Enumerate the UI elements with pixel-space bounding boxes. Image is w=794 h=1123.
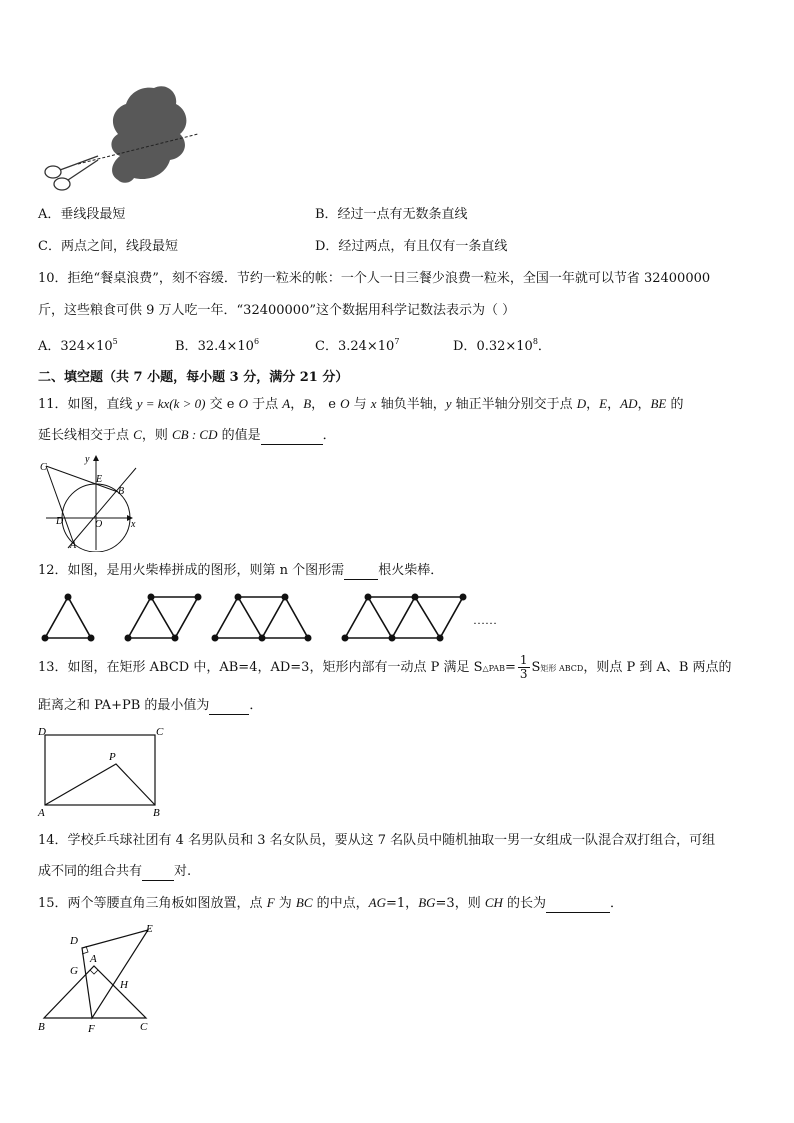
q11-var: AD bbox=[620, 396, 638, 411]
q11-var: x bbox=[370, 396, 377, 411]
q10-d-mantissa: 0.32×10 bbox=[476, 339, 533, 354]
q10-b-label: B． bbox=[175, 339, 198, 354]
label-a: A bbox=[90, 953, 97, 965]
q15-text: =1， bbox=[386, 896, 419, 911]
q11-ratio: CB : CD bbox=[171, 427, 218, 442]
q11-var: B bbox=[303, 396, 312, 411]
q15-var: CH bbox=[484, 895, 503, 910]
q11-var: E bbox=[599, 396, 608, 411]
rectangle-abcd bbox=[45, 735, 155, 805]
q9-option-a: A．垂线段最短 bbox=[38, 207, 126, 222]
q14-line-2 bbox=[38, 863, 191, 881]
q9-option-b: B．经过一点有无数条直线 bbox=[315, 207, 468, 222]
q11-answer-blank bbox=[261, 430, 323, 445]
label-a: A bbox=[38, 807, 45, 819]
q15-var: BC bbox=[295, 895, 313, 910]
q15-text: 的中点， bbox=[312, 896, 369, 911]
q11-text: ， bbox=[637, 397, 651, 412]
q13-text: ，则点 P 到 A、B 两点的 bbox=[583, 660, 732, 675]
label-h: H bbox=[120, 979, 128, 991]
q11-text: 的 bbox=[666, 397, 684, 412]
q11-text: ． bbox=[322, 428, 336, 443]
q15-text: =3，则 bbox=[435, 896, 485, 911]
q14-line-1: 14．学校乒乓球社团有 4 名男队员和 3 名女队员，要从这 7 名队员中随机抽取一男一女组成一队混合双打组合，可组 bbox=[38, 833, 716, 848]
q10-c-exponent: 7 bbox=[394, 337, 400, 346]
q10-d-exponent: 8 bbox=[532, 337, 538, 346]
label-b: B bbox=[38, 1021, 45, 1033]
q12-text: 12．如图，是用火柴棒拼成的图形，则第 n 个图形需 bbox=[38, 563, 345, 578]
leaf-scissors-figure bbox=[38, 82, 203, 197]
label-a: A bbox=[70, 540, 77, 551]
figure-3-triangles bbox=[215, 597, 308, 638]
q13-denominator: 3 bbox=[519, 667, 528, 681]
line-ca bbox=[46, 466, 74, 544]
q13-line-2 bbox=[38, 697, 262, 715]
q15-text: 的长为 bbox=[502, 896, 547, 911]
q10-b-exponent: 6 bbox=[253, 337, 260, 346]
q10-option-d bbox=[453, 338, 551, 356]
q13-text: ． bbox=[249, 698, 263, 713]
figure-2-triangles bbox=[128, 597, 198, 638]
triangle-abc bbox=[44, 966, 146, 1018]
q12-answer-blank bbox=[344, 565, 378, 580]
figure-4-triangles bbox=[345, 597, 463, 638]
q10-option-c bbox=[315, 338, 399, 356]
q11-line-2 bbox=[38, 426, 336, 445]
q14-answer-blank bbox=[142, 866, 174, 881]
q10-option-a bbox=[38, 338, 118, 356]
q11-var: BE bbox=[650, 396, 667, 411]
q11-text: 轴正半轴分别交于点 bbox=[451, 397, 577, 412]
q13-answer-blank bbox=[209, 700, 249, 715]
q10-line-1: 10．拒绝“餐桌浪费”，刻不容缓．节约一粒米的帐：一个人一日三餐少浪费一粒米，全国一年就可以节省 32400000 bbox=[38, 271, 711, 286]
q15-text: 为 bbox=[274, 896, 296, 911]
label-x: x bbox=[131, 519, 136, 530]
q10-c-label: C． bbox=[315, 339, 338, 354]
q11-text: ， bbox=[586, 397, 600, 412]
triangle-def bbox=[82, 930, 148, 1018]
q11-var: O bbox=[238, 396, 248, 411]
q13-sub-pab: △PAB bbox=[482, 664, 505, 673]
q10-d-label: D． bbox=[453, 339, 477, 354]
q13-text: 距离之和 PA+PB 的最小值为 bbox=[38, 698, 210, 713]
q11-line-1 bbox=[38, 395, 684, 414]
section-2-heading: 二、填空题（共 7 小题，每小题 3 分，满分 21 分） bbox=[38, 370, 349, 385]
q15-var: AG bbox=[368, 895, 387, 910]
label-b: B bbox=[118, 486, 125, 497]
q11-equation: y = kx(k > 0) bbox=[136, 396, 206, 411]
label-f: F bbox=[88, 1023, 95, 1035]
leaf-shape bbox=[111, 86, 186, 183]
q13-numerator: 1 bbox=[519, 653, 528, 667]
q11-text: 与 bbox=[349, 397, 371, 412]
q11-text: 于点 bbox=[247, 397, 283, 412]
q9-option-c: C．两点之间，线段最短 bbox=[38, 239, 178, 254]
q11-text: ，则 bbox=[141, 428, 172, 443]
line-cb bbox=[46, 466, 118, 492]
q13-line-1 bbox=[38, 654, 732, 681]
q13-sub-rect: 矩形 ABCD bbox=[540, 664, 584, 673]
q11-var: y bbox=[445, 396, 452, 411]
q13-rectangle-figure bbox=[36, 724, 168, 819]
q13-eq: = bbox=[504, 660, 516, 675]
label-o: O bbox=[95, 519, 103, 530]
q10-c-mantissa: 3.24×10 bbox=[337, 339, 395, 354]
q9-option-d: D．经过两点，有且仅有一条直线 bbox=[315, 239, 508, 254]
q11-text: 的值是 bbox=[217, 428, 261, 443]
label-c: C bbox=[40, 462, 47, 473]
q10-option-b bbox=[175, 338, 259, 356]
q10-d-end: ． bbox=[537, 339, 551, 354]
matchstick-figures bbox=[38, 588, 508, 644]
q15-text: ． bbox=[610, 896, 624, 911]
q15-triangles-figure bbox=[36, 920, 166, 1036]
q11-text: ， e bbox=[311, 397, 341, 412]
q15-var: BG bbox=[418, 895, 436, 910]
label-e: E bbox=[146, 923, 153, 935]
q11-figure bbox=[38, 452, 142, 552]
q12-text-2: 根火柴棒． bbox=[378, 563, 444, 578]
q13-s: S bbox=[531, 660, 541, 675]
q10-b-mantissa: 32.4×10 bbox=[197, 339, 254, 354]
q11-text: ， bbox=[290, 397, 304, 412]
label-c: C bbox=[140, 1021, 148, 1033]
q11-text: 轴负半轴， bbox=[376, 397, 446, 412]
q15-text: 15．两个等腰直角三角板如图放置，点 bbox=[38, 896, 267, 911]
q15-line bbox=[38, 894, 623, 913]
q13-fraction bbox=[518, 654, 530, 681]
right-angle-mark-a bbox=[90, 970, 98, 974]
label-c: C bbox=[156, 726, 164, 738]
q10-a-mantissa: 324×10 bbox=[60, 339, 113, 354]
q10-a-label: A． bbox=[38, 339, 61, 354]
label-d: D bbox=[56, 516, 64, 527]
q10-a-exponent: 5 bbox=[112, 337, 118, 346]
q10-line-2: 斤，这些粮食可供 9 万人吃一年．“32400000”这个数据用科学记数法表示为（ ） bbox=[38, 303, 516, 318]
q11-var: O bbox=[340, 396, 350, 411]
q15-var: F bbox=[266, 895, 275, 910]
triangle-pab bbox=[45, 764, 155, 805]
label-d: D bbox=[38, 726, 46, 738]
q11-var: A bbox=[282, 396, 291, 411]
y-axis-arrow-icon bbox=[93, 455, 99, 461]
label-g: G bbox=[70, 965, 78, 977]
q14-text: 成不同的组合共有 bbox=[38, 864, 143, 879]
label-y: y bbox=[85, 454, 90, 465]
q11-text: 延长线相交于点 bbox=[38, 428, 134, 443]
q11-text: 11．如图，直线 bbox=[38, 397, 137, 412]
q11-text: ， bbox=[607, 397, 621, 412]
q12-line bbox=[38, 562, 443, 580]
label-d: D bbox=[70, 935, 78, 947]
q11-var: C bbox=[133, 427, 142, 442]
q11-text: 交 e bbox=[205, 397, 239, 412]
q11-var: D bbox=[576, 396, 587, 411]
label-e: E bbox=[96, 474, 103, 485]
q13-text: 13．如图，在矩形 ABCD 中，AB=4，AD=3，矩形内部有一动点 P 满足 S bbox=[38, 660, 483, 675]
q15-answer-blank bbox=[546, 898, 610, 913]
figure-1-triangle bbox=[45, 597, 91, 638]
label-b: B bbox=[153, 807, 160, 819]
q14-text: 对. bbox=[174, 864, 192, 879]
label-p: P bbox=[109, 751, 116, 763]
ellipsis-dots: …… bbox=[473, 613, 497, 627]
